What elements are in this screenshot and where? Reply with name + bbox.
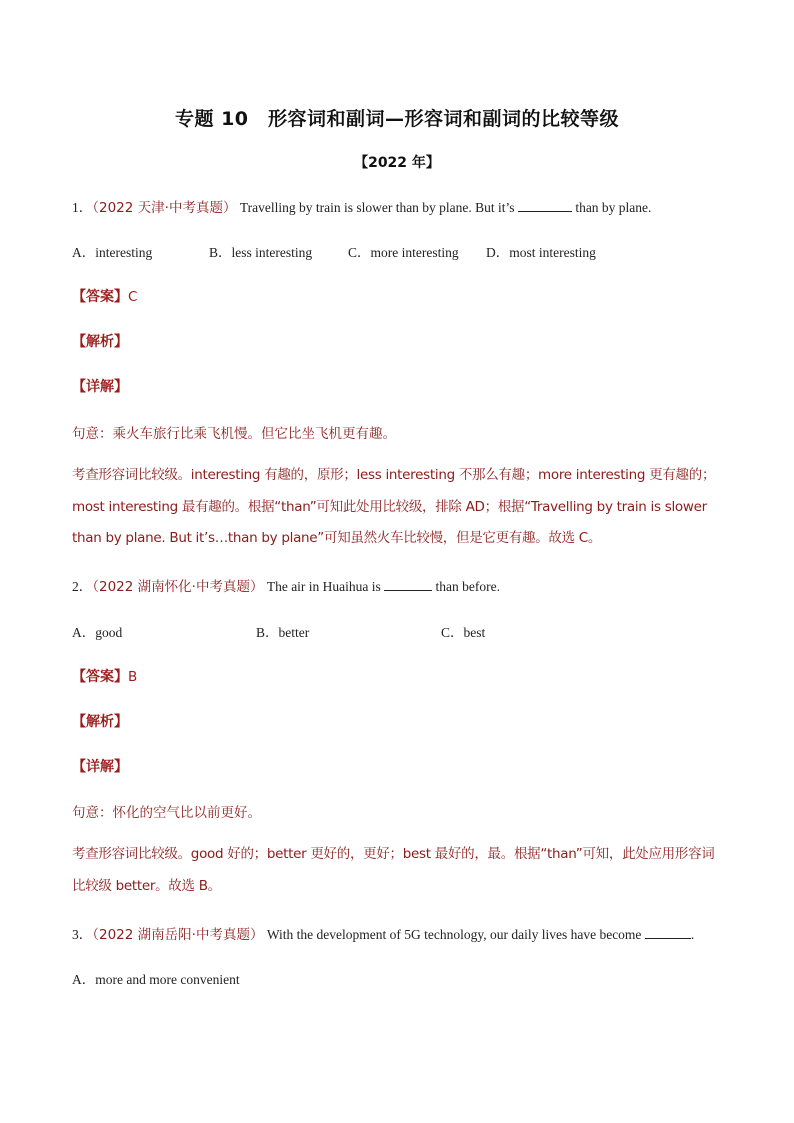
detail-row [72,376,128,396]
question-source: （2022 湖南岳阳·中考真题） [92,927,264,943]
option-d: D．most interesting [486,245,596,260]
question-number: 2． [72,579,93,594]
explanation: 考查形容词比较级。interesting 有趣的，原形；less interesting 不那么有趣；more interesting 更有趣的；most interesting 最有趣的。根据“than”可知此处用比较级，排除 AD；根据“Travelling by train is slower than by plane. But it’s…than by plane”可知虽然火车比较慢，但是它更有趣。故选 C。 [72,467,716,546]
year-header: 【2022 年】 [354,155,440,171]
answer-label: 【答案】 [72,669,128,685]
answer-label: 【答案】 [72,289,128,305]
question-source: （2022 湖南怀化·中考真题） [92,579,264,595]
question-1-stem [72,196,651,216]
answer-row [72,666,137,686]
option-a: A．interesting [72,245,153,260]
detail-label: 【详解】 [72,759,128,775]
answer-value: C [128,289,138,305]
question-2-stem [72,575,500,595]
option-a: A．more and more convenient [72,972,240,987]
question-text: With the development of 5G technology, our daily lives have become [266,927,642,942]
option-b: B．less interesting [209,245,313,260]
sentence-meaning: 句意：怀化的空气比以前更好。 [72,805,261,821]
analysis-label: 【解析】 [72,334,128,350]
question-source: （2022 天津·中考真题） [92,200,237,216]
question-text-end: . [690,927,695,942]
answer-blank [518,199,572,212]
question-text-end: than before. [435,579,501,594]
answer-value: B [128,669,138,685]
explanation: 考查形容词比较级。good 好的；better 更好的，更好；best 最好的，最。根据“than”可知，此处应用形容词比较级 better。故选 B。 [72,846,715,894]
question-3-stem [72,923,694,943]
question-number: 3． [72,927,93,942]
analysis-row [72,711,128,731]
question-text-end: than by plane. [575,200,652,215]
analysis-row [72,331,128,351]
detail-label: 【详解】 [72,379,128,395]
question-number: 1． [72,200,93,215]
sentence-meaning: 句意：乘火车旅行比乘飞机慢。但它比坐飞机更有趣。 [72,426,396,442]
detail-row [72,756,128,776]
option-c: C．best [441,625,486,640]
option-a: A．good [72,625,123,640]
option-c: C．more interesting [348,245,459,260]
analysis-label: 【解析】 [72,714,128,730]
answer-blank [645,926,691,939]
option-b: B．better [256,625,310,640]
question-text: Travelling by train is slower than by plane. But it’s [239,200,515,215]
page-title: 专题 10 形容词和副词—形容词和副词的比较等级 [174,108,620,130]
question-text: The air in Huaihua is [266,579,381,594]
answer-row [72,286,137,306]
answer-blank [384,578,432,591]
